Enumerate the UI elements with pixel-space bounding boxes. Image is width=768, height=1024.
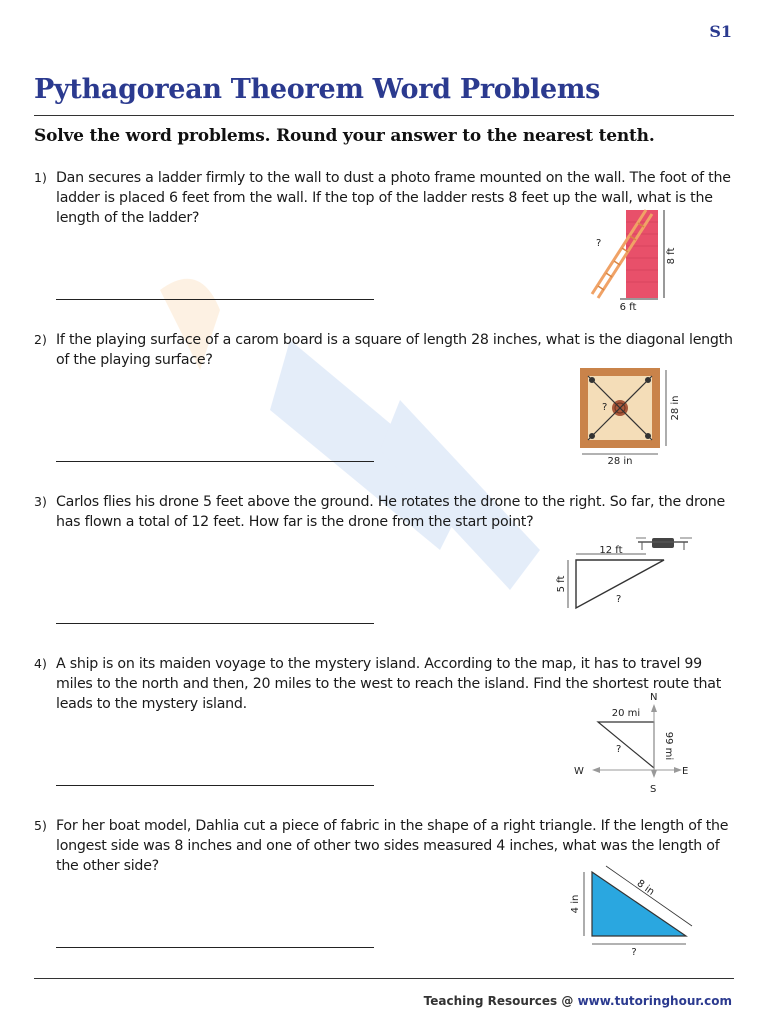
top-label: 12 ft [599, 545, 623, 556]
answer-line-2[interactable] [56, 461, 374, 462]
answer-line-5[interactable] [56, 947, 374, 948]
footer [424, 994, 732, 1008]
route-triangle [598, 722, 654, 768]
problem-number: 4) [34, 656, 47, 671]
north-label: N [650, 692, 658, 703]
base-label: 6 ft [619, 302, 637, 313]
unknown-label: ? [616, 594, 622, 605]
sheet-code: S1 [709, 22, 732, 41]
answer-line-4[interactable] [56, 785, 374, 786]
watermark-logo [140, 250, 560, 630]
carom-board-figure [578, 366, 688, 467]
answer-line-1[interactable] [56, 299, 374, 300]
east-label: E [682, 766, 689, 777]
problem-text: For her boat model, Dahlia cut a piece of fabric in the shape of a right triangle. If the length of the longest side was 8 inches and one of other two sides measured 4 inches, what was the length of the other side? [56, 818, 729, 874]
south-label: S [650, 784, 657, 795]
ladder-figure [584, 206, 694, 312]
problem-number: 3) [34, 494, 47, 509]
footer-site-link[interactable]: www.tutoringhour.com [577, 994, 732, 1008]
drone-figure [556, 532, 706, 616]
compass-figure [566, 690, 696, 796]
unknown-label: ? [596, 238, 602, 249]
problem-number: 1) [34, 170, 47, 185]
left-label: 5 ft [556, 575, 567, 593]
drone-icon [636, 538, 692, 550]
problem-number: 5) [34, 818, 47, 833]
problem-number: 2) [34, 332, 47, 347]
problem-text: A ship is on its maiden voyage to the mystery island. According to the map, it has to travel 99 miles to the north and then, 20 miles to the west to reach the island. Find the shortest route that leads to the mystery island. [56, 656, 722, 712]
instructions: Solve the word problems. Round your answer to the nearest tenth. [34, 126, 655, 146]
side-label-right: 28 in [670, 395, 681, 421]
problem-text: Carlos flies his drone 5 feet above the ground. He rotates the drone to the right. So far, the drone has flown a total of 12 feet. How far is the drone from the start point? [56, 494, 725, 530]
right-label: 99 mi [663, 731, 674, 761]
height-label: 8 ft [666, 247, 677, 265]
wall-shape [626, 210, 658, 298]
problem-text: Dan secures a ladder firmly to the wall to dust a photo frame mounted on the wall. The foot of the ladder is placed 6 feet from the wall. If the top of the ladder rests 8 feet up the wall, what is the length of the ladder? [56, 170, 731, 226]
footer-prefix: Teaching Resources @ [423, 994, 578, 1008]
hypotenuse-label: 8 in [634, 878, 657, 898]
unknown-label: ? [631, 947, 637, 958]
west-label: W [574, 766, 584, 777]
left-label: 4 in [570, 894, 581, 914]
side-label-bottom: 28 in [607, 456, 633, 467]
unknown-label: ? [616, 744, 622, 755]
problem-text: If the playing surface of a carom board is a square of length 28 inches, what is the diagonal length of the playing surface? [56, 332, 733, 368]
answer-line-3[interactable] [56, 623, 374, 624]
fabric-figure [568, 862, 698, 958]
unknown-label: ? [602, 402, 608, 413]
title-divider [34, 115, 734, 116]
footer-divider [34, 978, 734, 979]
top-label: 20 mi [611, 708, 641, 719]
page-title: Pythagorean Theorem Word Problems [34, 74, 601, 105]
